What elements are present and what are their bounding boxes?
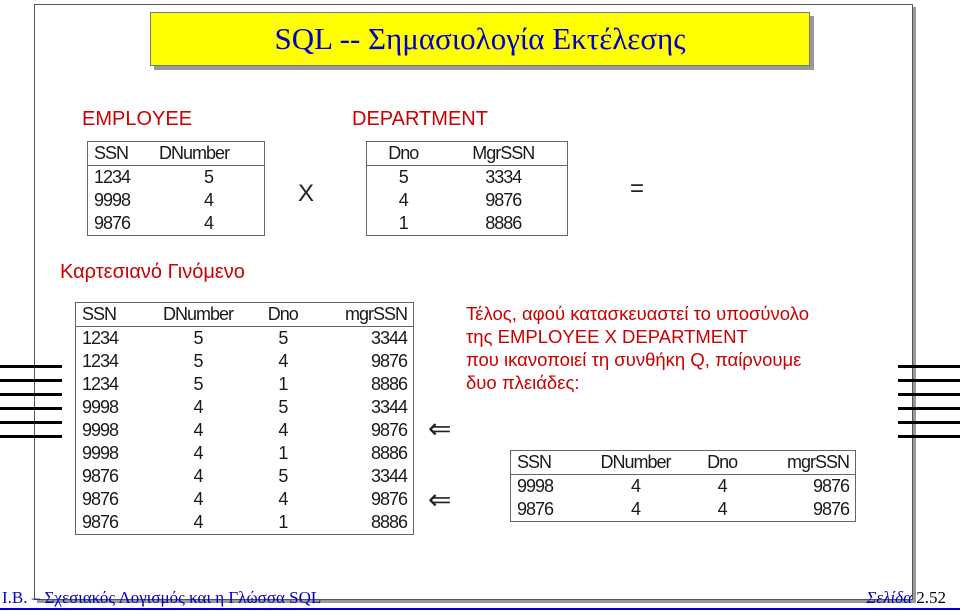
employee-table — [87, 141, 265, 236]
column-header: Dno — [367, 142, 440, 166]
footer-page-number: 2.52 — [916, 588, 946, 607]
footer-course-title: Ι.Β. – Σχεσιακός Λογισμός και η Γλώσσα SQL — [2, 588, 322, 607]
table-cell: 4 — [204, 213, 214, 233]
table-cell: 4 — [278, 489, 288, 509]
footer-page — [866, 588, 946, 608]
table-cell: 8886 — [485, 213, 522, 233]
table-header-row — [511, 451, 856, 475]
table-cell: 1 — [278, 512, 288, 532]
column-header: DNumber — [153, 142, 264, 166]
department-table — [366, 141, 568, 236]
table-row — [76, 350, 414, 373]
column-header: mgrSSN — [312, 303, 414, 327]
table-cell: 5 — [193, 328, 203, 348]
result-table — [510, 450, 856, 522]
footer-page-label: Σελίδα — [866, 588, 912, 607]
table-cell: 5 — [193, 374, 203, 394]
column-header: SSN — [76, 303, 142, 327]
table-cell: 9876 — [82, 512, 119, 532]
explanation-line: Τέλος, αφού κατασκευαστεί το υποσύνολο — [466, 303, 809, 324]
right-decor-bars — [898, 365, 960, 449]
product-table — [75, 302, 414, 535]
table-header-row — [76, 303, 414, 327]
table-row — [76, 396, 414, 419]
table-cell: 4 — [193, 443, 203, 463]
table-cell: 3334 — [485, 167, 522, 187]
table-cell: 4 — [631, 499, 641, 519]
table-cell: 3344 — [370, 328, 407, 348]
table-row — [76, 488, 414, 511]
table-cell: 3344 — [370, 466, 407, 486]
table-cell: 4 — [193, 466, 203, 486]
table-cell: 9998 — [82, 443, 119, 463]
table-cell: 8886 — [370, 443, 407, 463]
table-row — [367, 166, 568, 190]
table-cell: 8886 — [370, 374, 407, 394]
table-cell: 9998 — [94, 190, 131, 210]
table-row — [88, 189, 265, 212]
table-cell: 1234 — [82, 351, 119, 371]
table-cell: 4 — [278, 351, 288, 371]
title-box — [150, 12, 810, 66]
table-cell: 9876 — [485, 190, 522, 210]
table-cell: 1 — [278, 374, 288, 394]
table-cell: 4 — [717, 476, 727, 496]
table-cell: 9876 — [94, 213, 131, 233]
table-row — [88, 166, 265, 190]
table-row — [367, 189, 568, 212]
table-cell: 9876 — [82, 489, 119, 509]
footer-divider — [0, 608, 960, 610]
table-cell: 5 — [193, 351, 203, 371]
table-row — [76, 419, 414, 442]
column-header: DNumber — [142, 303, 254, 327]
table-cell: 9876 — [82, 466, 119, 486]
cross-product-symbol: X — [298, 180, 315, 207]
table-row — [76, 373, 414, 396]
left-arrow-icon: ⇐ — [428, 484, 452, 515]
table-row — [76, 327, 414, 351]
employee-label: EMPLOYEE — [82, 108, 193, 130]
table-header-row — [367, 142, 568, 166]
column-header: SSN — [88, 142, 154, 166]
explanation-text — [466, 302, 896, 394]
table-cell: 4 — [193, 397, 203, 417]
column-header: MgrSSN — [440, 142, 568, 166]
table-cell: 9876 — [812, 499, 849, 519]
table-row — [76, 442, 414, 465]
table-row — [76, 465, 414, 488]
table-row — [511, 475, 856, 499]
table-cell: 1234 — [82, 374, 119, 394]
column-header: Dno — [254, 303, 311, 327]
left-arrow-icon: ⇐ — [428, 413, 452, 444]
table-cell: 9998 — [517, 476, 554, 496]
table-row — [76, 511, 414, 535]
product-label: Καρτεσιανό Γινόμενο — [60, 261, 245, 283]
explanation-line: που ικανοποιεί τη συνθήκη Q, παίρνουμε — [466, 349, 802, 370]
table-cell: 4 — [631, 476, 641, 496]
department-label: DEPARTMENT — [352, 108, 488, 130]
table-row — [88, 212, 265, 236]
table-cell: 1234 — [94, 167, 131, 187]
explanation-line: της EMPLOYEE X DEPARTMENT — [466, 326, 748, 347]
table-cell: 3344 — [370, 397, 407, 417]
table-cell: 5 — [278, 397, 288, 417]
column-header: mgrSSN — [751, 451, 855, 475]
table-cell: 9876 — [370, 351, 407, 371]
table-cell: 4 — [204, 190, 214, 210]
table-row — [511, 498, 856, 522]
table-header-row — [88, 142, 265, 166]
table-cell: 5 — [278, 466, 288, 486]
table-cell: 5 — [398, 167, 408, 187]
table-cell: 1234 — [82, 328, 119, 348]
column-header: Dno — [693, 451, 752, 475]
table-cell: 9998 — [82, 397, 119, 417]
left-decor-bars — [0, 365, 62, 449]
table-cell: 8886 — [370, 512, 407, 532]
table-cell: 4 — [278, 420, 288, 440]
table-cell: 4 — [717, 499, 727, 519]
table-cell: 4 — [193, 420, 203, 440]
table-cell: 1 — [398, 213, 408, 233]
table-cell: 4 — [398, 190, 408, 210]
explanation-line: δυο πλειάδες: — [466, 372, 580, 393]
table-cell: 4 — [193, 512, 203, 532]
table-cell: 9876 — [370, 489, 407, 509]
slide-title: SQL -- Σημασιολογία Εκτέλεσης — [274, 21, 686, 56]
table-cell: 5 — [204, 167, 214, 187]
table-cell: 9876 — [370, 420, 407, 440]
equals-symbol: = — [630, 175, 645, 202]
table-cell: 4 — [193, 489, 203, 509]
table-cell: 9876 — [517, 499, 554, 519]
table-row — [367, 212, 568, 236]
table-cell: 1 — [278, 443, 288, 463]
table-cell: 9998 — [82, 420, 119, 440]
column-header: SSN — [511, 451, 579, 475]
table-cell: 9876 — [812, 476, 849, 496]
table-cell: 5 — [278, 328, 288, 348]
column-header: DNumber — [578, 451, 693, 475]
